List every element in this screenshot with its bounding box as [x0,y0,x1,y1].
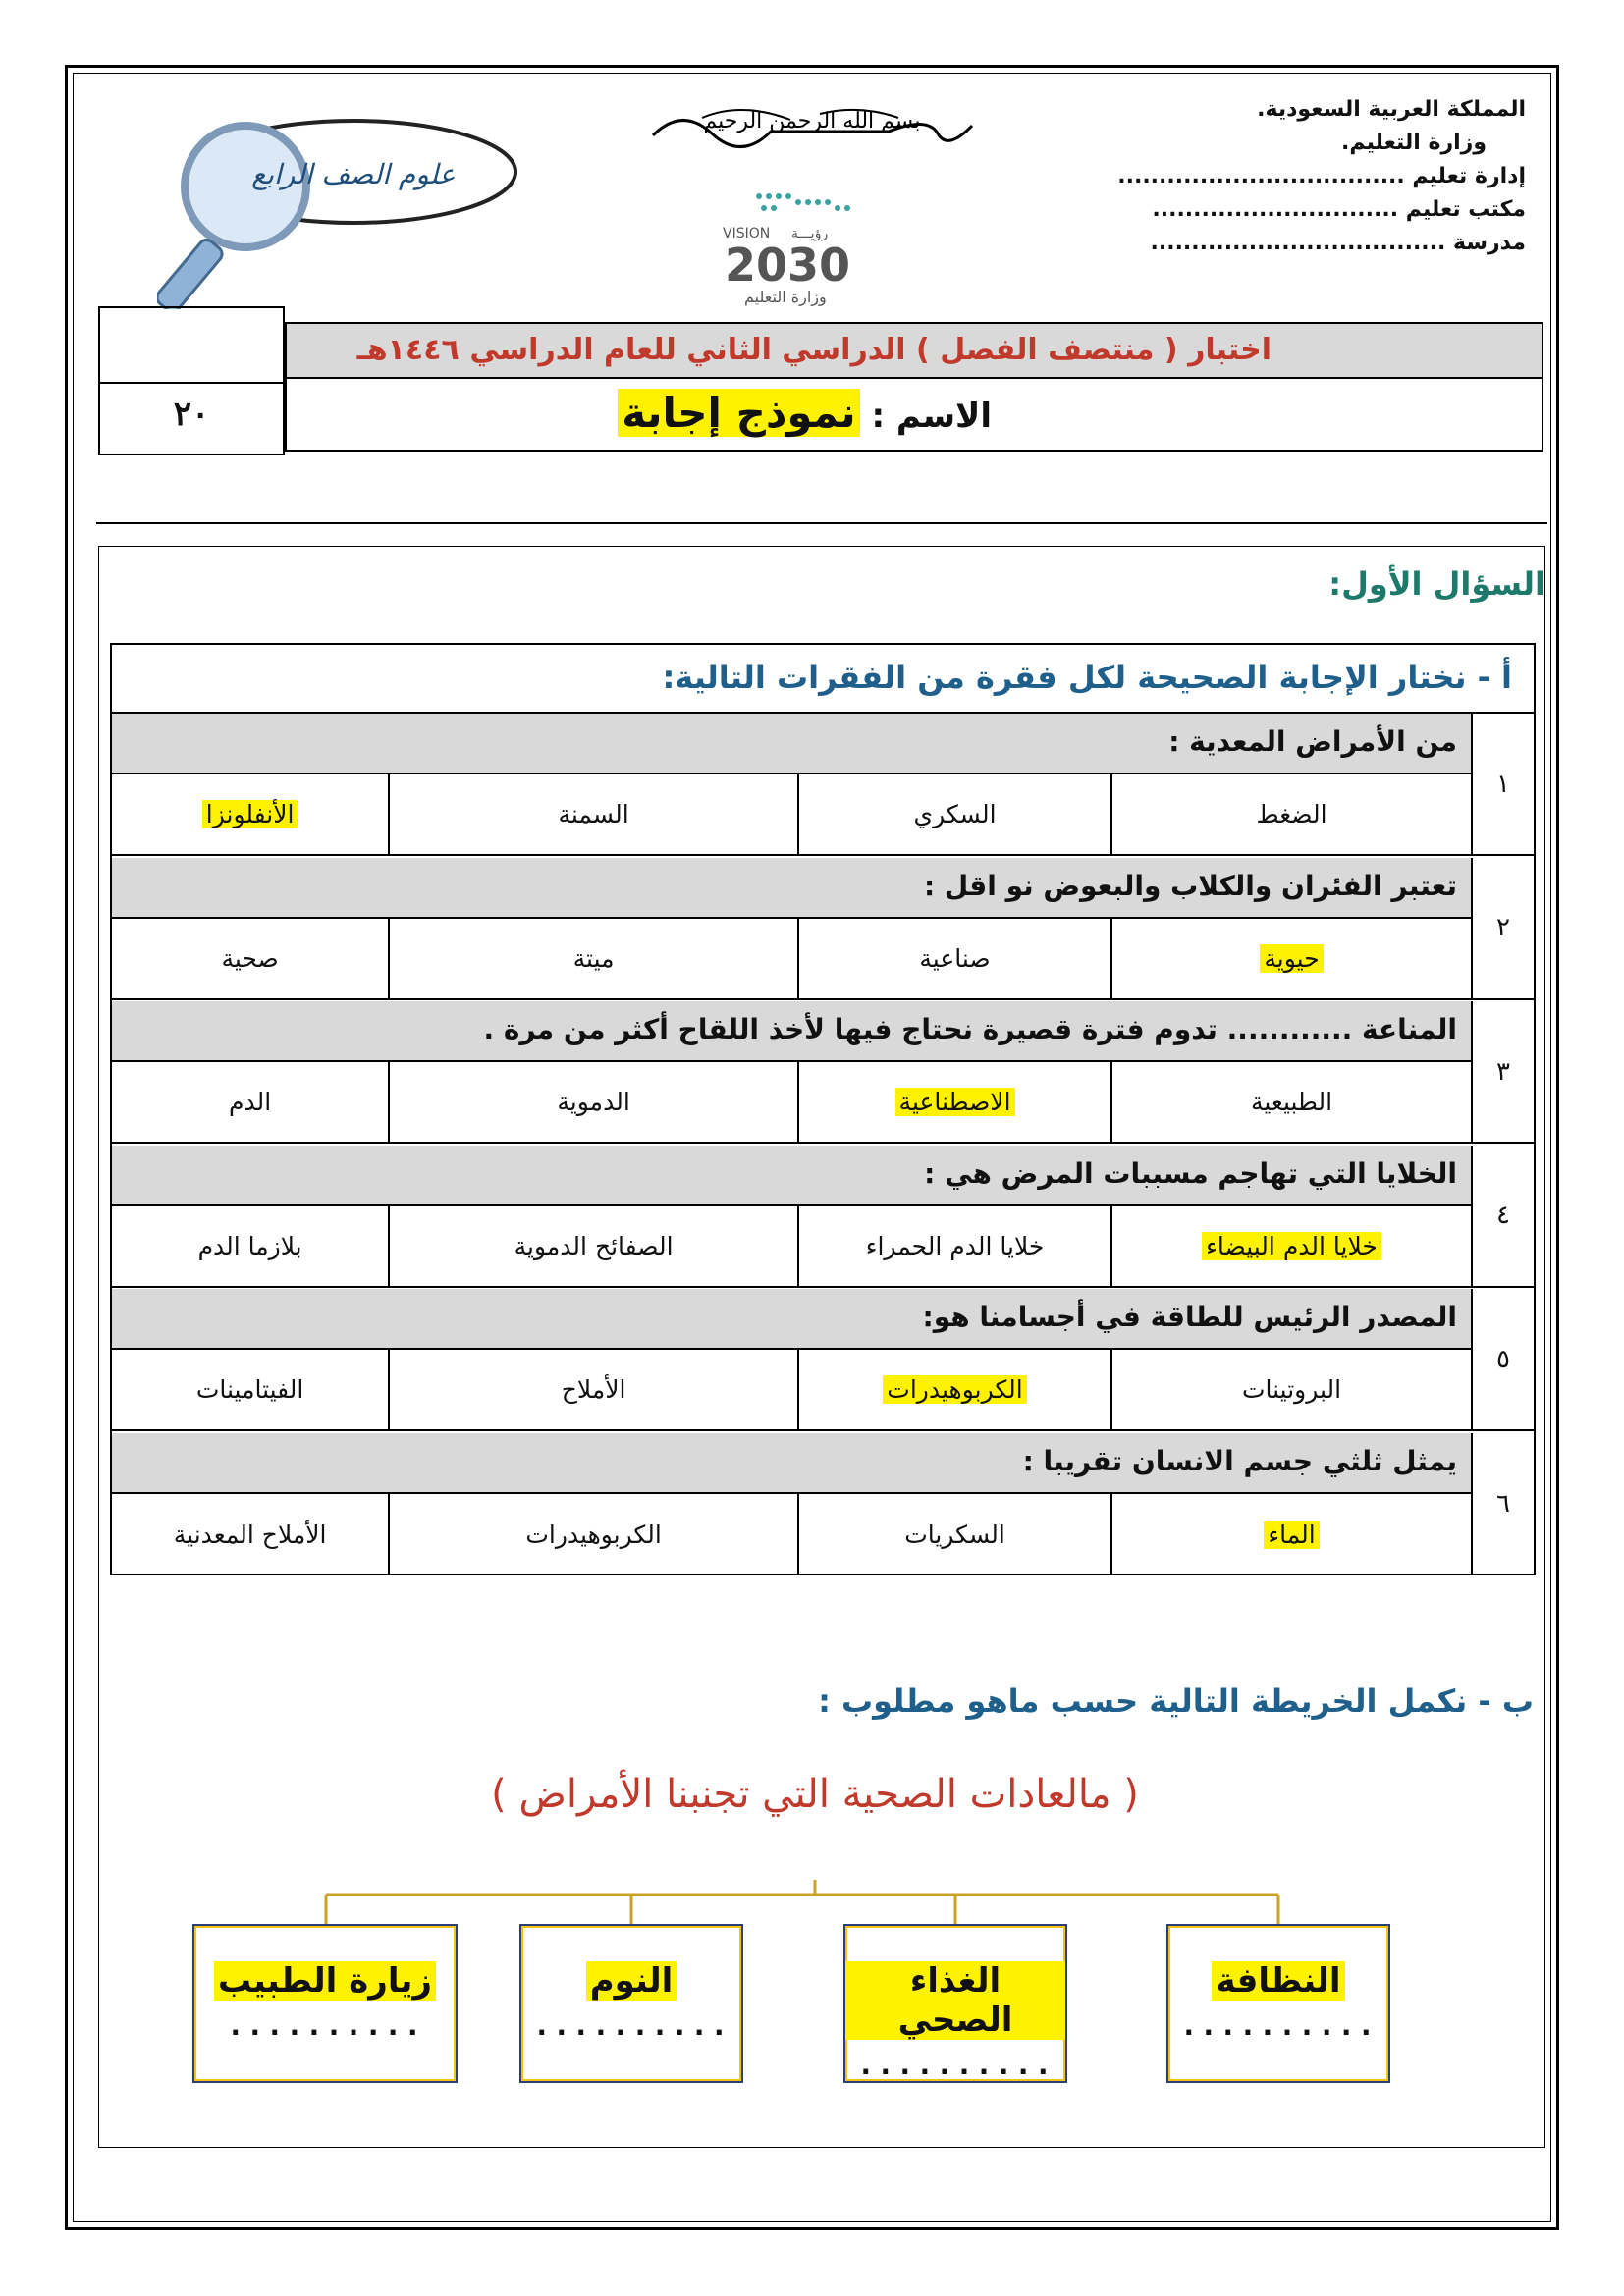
option-cell[interactable] [797,1062,1110,1142]
score-divider [100,382,283,384]
question-stem: المصدر الرئيس للطاقة في أجسامنا هو: [112,1289,1471,1350]
vision-word: VISION [723,226,771,241]
question-row [112,1433,1534,1575]
education-admin-field: إدارة تعليم ................................... [1117,164,1526,188]
option-cell[interactable] [1110,919,1471,998]
habit-dots: .......... [226,2008,424,2043]
question-number: ٥ [1471,1289,1534,1429]
subject-logo [157,113,520,309]
question-stem: المناعة ............ تدوم فترة قصيرة نحتاج فيها لأخذ اللقاح أكثر من مرة . [112,1001,1471,1062]
option-cell[interactable] [1110,1062,1471,1142]
question-number: ١ [1471,714,1534,854]
question-options [112,774,1471,854]
exam-title: اختبار ( منتصف الفصل ) الدراسي الثاني للعام الدراسي ١٤٤٦هـ [285,322,1543,379]
option-cell[interactable] [388,1062,797,1142]
option-label: صناعية [919,943,991,973]
question-options [112,1062,1471,1142]
mcq-table [110,643,1536,1575]
vision-ministry: وزارة التعليم [744,288,827,306]
question-one-title: السؤال الأول: [1328,565,1545,603]
option-label: الأملاح المعدنية [173,1520,327,1549]
school-info [1015,93,1526,260]
ministry-label: وزارة التعليم. [1341,131,1487,155]
vision-arabic: رؤيـــة [791,226,829,241]
correct-answer: الماء [1264,1521,1319,1549]
option-label: الصفائح الدموية [514,1231,674,1260]
question-stem: يمثل ثلثي جسم الانسان تقريبا : [112,1433,1471,1494]
basmala-calligraphy [643,96,982,155]
option-cell[interactable] [112,1494,388,1575]
name-label: الاسم : [859,397,992,436]
habit-label: النظافة [1212,1961,1344,2001]
option-label: الأملاح [561,1375,626,1404]
part-b-title: ب - نكمل الخريطة التالية حسب ماهو مطلوب : [818,1682,1534,1720]
option-cell[interactable] [112,1206,388,1286]
option-label: الكربوهيدرات [525,1520,662,1549]
name-value: نموذج إجابة [618,389,859,437]
option-cell[interactable] [1110,1350,1471,1429]
question-number: ٦ [1471,1433,1534,1575]
school-field: مدرسة .................................... [1150,231,1526,255]
education-office-field: مكتب تعليم .............................. [1152,197,1526,222]
option-label: خلايا الدم الحمراء [865,1231,1045,1260]
vision-year: 2030 [725,239,851,292]
question-row [112,1146,1534,1288]
question-row [112,1001,1534,1144]
question-options [112,1206,1471,1286]
option-cell[interactable] [1110,1206,1471,1286]
habit-dots: .......... [1179,2008,1378,2043]
option-cell[interactable] [797,919,1110,998]
habit-label: زيارة الطبيب [214,1961,436,2001]
option-label: البروتينات [1241,1375,1342,1404]
question-number: ٤ [1471,1146,1534,1286]
option-label: الدموية [557,1088,630,1116]
question-stem: تعتبر الفئران والكلاب والبعوض نو اقل : [112,858,1471,919]
correct-answer: حيوية [1260,944,1323,973]
name-row [285,379,1543,452]
option-cell[interactable] [388,1206,797,1286]
header-divider [96,522,1547,524]
option-cell[interactable] [1110,1494,1471,1575]
question-stem: من الأمراض المعدية : [112,714,1471,774]
option-cell[interactable] [388,919,797,998]
option-label: الدم [229,1088,272,1116]
basmala-text: بسم الله الرحمن الرحيم [703,109,921,133]
option-label: السكريات [904,1520,1005,1549]
option-cell[interactable] [388,1494,797,1575]
option-cell[interactable] [112,919,388,998]
vision-2030-logo [715,187,887,309]
option-cell[interactable] [388,1350,797,1429]
kingdom-label: المملكة العربية السعودية. [1257,97,1526,122]
question-stem: الخلايا التي تهاجم مسببات المرض هي : [112,1146,1471,1206]
total-score: ٢٠ [173,395,210,434]
correct-answer: الكربوهيدرات [883,1375,1026,1404]
option-cell[interactable] [112,774,388,854]
question-options [112,1494,1471,1575]
option-label: ميتة [572,943,615,973]
habit-dots: .......... [532,2008,731,2043]
correct-answer: خلايا الدم البيضاء [1202,1232,1381,1260]
question-row [112,1289,1534,1431]
option-cell[interactable] [388,774,797,854]
option-cell[interactable] [1110,774,1471,854]
option-label: السكري [913,800,997,828]
habit-label: الغذاء الصحي [845,1961,1065,2040]
option-cell[interactable] [797,1350,1110,1429]
habit-dots: .......... [856,2048,1055,2082]
concept-map-title: ( مالعادات الصحية التي تجنبنا الأمراض ) [491,1772,1139,1817]
question-number: ٢ [1471,858,1534,998]
question-row [112,714,1534,856]
habit-box-doctor-visit [192,1924,458,2083]
option-cell[interactable] [112,1350,388,1429]
option-cell[interactable] [797,1494,1110,1575]
option-label: السمنة [558,800,629,828]
part-a-title: أ - نختار الإجابة الصحيحة لكل فقرة من الفقرات التالية: [112,645,1534,714]
habit-box-healthy-food [843,1924,1067,2083]
question-options [112,1350,1471,1429]
correct-answer: الاصطناعية [895,1088,1015,1116]
option-label: صحية [221,943,279,973]
option-cell[interactable] [112,1062,388,1142]
correct-answer: الأنفلونزا [202,800,298,828]
option-cell[interactable] [797,774,1110,854]
score-box [98,306,285,455]
habit-box-sleep [519,1924,743,2083]
option-label: الطبيعية [1250,1088,1333,1116]
question-row [112,858,1534,1000]
logo-text: علوم الصف الرابع [251,158,456,190]
option-label: الضغط [1256,800,1327,828]
question-options [112,919,1471,998]
habit-label: النوم [586,1961,677,2001]
question-number: ٣ [1471,1001,1534,1142]
habit-box-cleanliness [1166,1924,1390,2083]
option-cell[interactable] [797,1206,1110,1286]
exam-header-table [98,306,1543,455]
option-label: الفيتامينات [195,1375,304,1404]
option-label: بلازما الدم [197,1231,302,1260]
